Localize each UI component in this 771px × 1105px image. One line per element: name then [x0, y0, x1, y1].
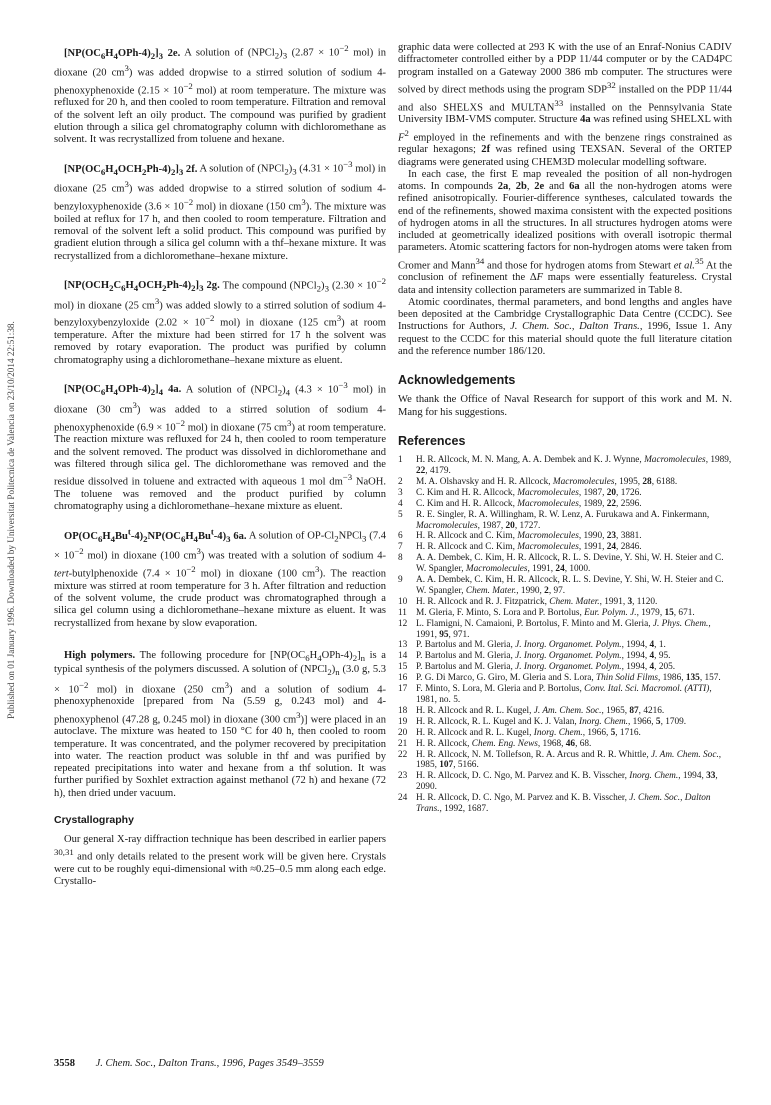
body-paragraph: $[NP(OC_6H_4OCH_2Ph-4)_2]_3$ 2f. A solution of $(NPCl_2)_3$ ($4.31 \times 10^{-3}$ mol) in dioxane (25 $cm^3$) was added dropwise to a stirred solution of sodium 4-benzyloxyphenoxide ($3.6 \times 10^{-2}$ mol) in dioxane (150 $cm^3$). The mixture was boiled at reflux for 17 h, and then cooled to room temperature. Filtration and removal of the solvent left a solid product. This compound was purified by gradient elution through a silica gel column with a thf–hexane mixture. It was recrystallized from a dichloromethane–hexane mixture.	[54, 159, 387, 262]
reference-item	[398, 608, 732, 619]
right-column	[398, 42, 732, 815]
reference-text: H. R. Allcock and R. J. Fitzpatrick, Chem. Mater., 1991, 3, 1120.	[416, 596, 658, 607]
page-number: 3558	[54, 1058, 75, 1069]
reference-text: H. R. Allcock and R. L. Kugel, Inorg. Chem., 1966, 5, 1716.	[416, 727, 641, 738]
body-paragraph: In each case, the first E map revealed the position of all non-hydrogen atoms. In compounds 2a, 2b, 2e and 6a all the non-hydrogen atoms were refined anisotropically. Fourier-difference syntheses, calculated towards the end of the refinements, showed maxima consistent with the expected positions of hydrogen atoms in all the structures. In all structures hydrogen atoms were included at geometrically idealized positions with overall isotropic thermal parameters. Atomic scattering factors for non-hydrogen atoms were taken from Cromer and Mann$^{34}$ and those for hydrogen atoms from Stewart et al.$^{35}$ At the conclusion of refinement the ΔF maps were essentially featureless. Crystal data and intensity collection parameters are summarized in Table 8.	[398, 168, 733, 296]
reference-item	[398, 684, 732, 706]
reference-text: F. Minto, S. Lora, M. Gleria and P. Bortolus, Conv. Ital. Sci. Macromol. (ATTI), 1981, no. 5.	[416, 684, 712, 705]
reference-number: 8	[398, 553, 403, 564]
reference-item	[398, 575, 732, 597]
reference-text: P. G. Di Marco, G. Giro, M. Gleria and S. Lora, Thin Solid Films, 1986, 135, 157.	[416, 673, 721, 684]
reference-item	[398, 531, 732, 542]
reference-list	[398, 455, 732, 815]
reference-number: 22	[398, 749, 408, 760]
download-notice	[2, 210, 16, 830]
reference-text: L. Flamigni, N. Camaioni, P. Bortolus, F. Minto and M. Gleria, J. Phys. Chem., 1991, 95, 971.	[416, 618, 711, 640]
reference-number: 16	[398, 673, 408, 684]
reference-number: 1	[398, 455, 403, 466]
reference-number: 19	[398, 716, 408, 727]
reference-text: P. Bartolus and M. Gleria, J. Inorg. Organomet. Polym., 1994, 4, 205.	[416, 662, 676, 673]
left-column	[54, 42, 386, 889]
reference-item	[398, 597, 732, 608]
reference-item	[398, 750, 732, 772]
download-notice-text: Published on 01 January 1996. Downloaded by Universitat Politecnica de Valencia on 23/10/2014 22:51:38.	[6, 321, 16, 719]
reference-text: P. Bartolus and M. Gleria, J. Inorg. Organomet. Polym., 1994, 4, 1.	[416, 640, 666, 651]
reference-text: R. E. Singler, R. A. Willingham, R. W. Lenz, A. Furukawa and A. Finkermann, Macromolecules, 1987, 20, 1727.	[416, 509, 710, 531]
journal-citation: J. Chem. Soc., Dalton Trans., 1996, Pages 3549–3559	[95, 1058, 324, 1069]
reference-text: A. A. Dembek, C. Kim, H. R. Allcock, R. L. S. Devine, Y. Shi, W. H. Steier and C. W. Spangler, Chem. Mater., 1990, 2, 97.	[416, 575, 724, 596]
reference-number: 4	[398, 498, 403, 509]
reference-number: 13	[398, 640, 408, 651]
body-paragraph: $[NP(OCH_2C_6H_4OCH_2Ph-4)_2]_3$ 2g. The compound $(NPCl_2)_3$ ($2.30 \times 10^{-2}$ mol) in dioxane (25 $cm^3$) was added slowly to a stirred solution of sodium 4-benzyloxybenzyloxide ($2.02 \times 10^{-2}$ mol) in dioxane (125 $cm^3$) at room temperature. After the mixture had been stirred for 17 h the solvent was removed by rotary evaporation. The product was purified by column chromatography using a dichloromethane–hexane mixture as eluent.	[54, 275, 386, 366]
body-paragraph: graphic data were collected at 293 K with the use of an Enraf-Nonius CADIV diffractometer controlled either by a PDP 11/44 computer or by the CAD4PC program installed on a Gateway 2000 386 mb computer. The structures were solved by direct methods using the program SDP$^{32}$ installed on the PDP 11/44 and also SHELXS and MULTAN$^{33}$ installed on the Pennsylvania State University IBM-VMS computer. Structure 4a was refined using SHELXL with $F^2$ employed in the refinements and with the benzene rings constrained as regular hexagons; 2f was refined using TEXSAN. Several of the ORTEP diagrams were generated using CHEM3D molecular modelling software.	[398, 42, 732, 168]
reference-text: H. R. Allcock, D. C. Ngo, M. Parvez and K. B. Visscher, J. Chem. Soc., Dalton Trans., 1992, 1687.	[416, 793, 711, 815]
reference-number: 18	[398, 705, 408, 716]
reference-text: H. R. Allcock and R. L. Kugel, J. Am. Chem. Soc., 1965, 87, 4216.	[416, 705, 665, 716]
reference-text: H. R. Allcock, N. M. Tollefson, R. A. Arcus and R. R. Whittle, J. Am. Chem. Soc., 1985, 107, 5166.	[416, 749, 722, 771]
reference-number: 11	[398, 607, 407, 618]
reference-number: 15	[398, 662, 408, 673]
reference-item	[398, 640, 732, 651]
reference-text: M. Gleria, F. Minto, S. Lora and P. Bortolus, Eur. Polym. J., 1979, 15, 671.	[416, 607, 695, 618]
reference-number: 24	[398, 793, 408, 804]
acknowledgements-text: We thank the Office of Naval Research for support of this work and M. N. Mang for his suggestions.	[398, 394, 732, 418]
reference-item	[398, 455, 732, 477]
acknowledgements-heading: Acknowledgements	[398, 373, 516, 388]
crystallography-paragraph: Our general X-ray diffraction technique has been described in earlier papers $^{30,31}$ and only details related to the present work will be given here. Crystals were cut to be roughly equi-dimensional with ≈0.25–0.5 mm along each edge. Crystallo-	[54, 834, 386, 888]
reference-item	[398, 717, 732, 728]
reference-text: C. Kim and H. R. Allcock, Macromolecules, 1989, 22, 2596.	[416, 498, 642, 509]
reference-number: 23	[398, 771, 408, 782]
reference-number: 7	[398, 542, 403, 553]
reference-number: 9	[398, 575, 403, 586]
body-paragraph: $[NP(OC_6H_4OPh-4)_2]_3$ 2e. A solution of $(NPCl_2)_3$ ($2.87 \times 10^{-2}$ mol) in dioxane (20 $cm^3$) was added dropwise to a stirred solution of sodium 4-phenoxyphenoxide ($2.15 \times 10^{-2}$ mol) at room temperature. The mixture was refluxed for 20 h, and then cooled to room temperature. Filtration and removal of the solvent left an oily product. The compound was purified by gradient elution through a silica gel chromatography column with dichloromethane as solvent. It was recrystallized from toluene and hexane.	[54, 43, 387, 146]
reference-item	[398, 499, 732, 510]
reference-number: 20	[398, 727, 408, 738]
reference-item	[398, 706, 732, 717]
reference-item	[398, 553, 732, 575]
reference-number: 2	[398, 476, 403, 487]
reference-number: 6	[398, 531, 403, 542]
body-paragraph: $[NP(OC_6H_4OPh-4)_2]_4$ 4a. A solution of $(NPCl_2)_4$ ($4.3 \times 10^{-3}$ mol) in dioxane (30 $cm^3$) was added to a stirred solution of sodium 4-phenoxyphenoxide ($6.9 \times 10^{-2}$ mol) in dioxane (75 $cm^3$) at room temperature. The reaction mixture was refluxed for 24 h, then cooled to room temperature and the solvent removed. The product was dissolved in dichloromethane and was filtered through silica gel. The dichloromethane was removed and the residue dissolved in toluene and extracted with aqueous 1 mol $dm^{-3}$ NaOH. The toluene was removed and the product purified by column chromatography using a dichloromethane–hexane mixture as eluent.	[54, 379, 386, 513]
reference-item	[398, 739, 732, 750]
body-paragraph: $OP(OC_6H_4Bu^t-4)_2NP(OC_6H_4Bu^t-4)_3$ 6a. A solution of $OP-Cl_2NPCl_3$ ($7.4 \times 10^{-2}$ mol) in dioxane (100 $cm^3$) was treated with a solution of sodium 4-tert-butylphenoxide ($7.4 \times 10^{-2}$ mol) in dioxane (100 $cm^3$). The reaction mixture was stirred at room temperature for 3 h. After filtration and reduction of the solvent volume, the crude product was chromatographed through a silica gel column using a dichloromethane–hexane mixture as eluent. It was recrystallized from hexane by slow evaporation.	[54, 526, 386, 629]
body-paragraph: High polymers. The following procedure for $[NP(OC_6H_4OPh-4)_2]_n$ is a typical synthesis of the polymers discussed. A solution of $(NPCl_2)_n$ (3.0 g, $5.3 \times 10^{-2}$ mol) in dioxane (250 $cm^3$) and a solution of sodium 4-phenoxyphenoxide [prepared from Na (5.59 g, 0.243 mol) and 4-phenoxyphenol (47.28 g, 0.245 mol) in dioxane (300 $cm^3$)] were placed in an autoclave. The mixture was heated to 150 °C for 40 h, then cooled to room temperature. It was concentrated, and the polymer recovered by precipitation into water. The reaction product was soluble in thf and was purified by repeated precipitations into water and hexane from a thf solution. It was further purified by Soxhlet extraction against methanol (72 h) and hexane (72 h), then dried under vacuum.	[54, 649, 387, 799]
reference-text: P. Bartolus and M. Gleria, J. Inorg. Organomet. Polym., 1994, 4, 95.	[416, 651, 671, 662]
reference-text: H. R. Allcock and C. Kim, Macromolecules, 1990, 23, 3881.	[416, 531, 642, 542]
structure-paragraphs	[398, 42, 732, 358]
reference-text: H. R. Allcock, M. N. Mang, A. A. Dembek and K. J. Wynne, Macromolecules, 1989, 22, 4179.	[416, 455, 732, 476]
synthesis-paragraphs	[54, 42, 386, 800]
references-heading: References	[398, 433, 466, 448]
reference-text: H. R. Allcock, Chem. Eng. News, 1968, 46, 68.	[416, 738, 592, 749]
reference-text: C. Kim and H. R. Allcock, Macromolecules, 1987, 20, 1726.	[416, 487, 642, 498]
reference-text: M. A. Olshavsky and H. R. Allcock, Macromolecules, 1995, 28, 6188.	[416, 476, 678, 487]
reference-item	[398, 651, 732, 662]
reference-item	[398, 793, 732, 815]
body-paragraph: Atomic coordinates, thermal parameters, and bond lengths and angles have been deposited at the Cambridge Crystallographic Data Centre (CCDC). See Instructions for Authors, J. Chem. Soc., Dalton Trans., 1996, Issue 1. Any request to the CCDC for this material should quote the full literature citation and the reference number 186/120.	[398, 296, 732, 357]
reference-text: H. R. Allcock, D. C. Ngo, M. Parvez and K. B. Visscher, Inorg. Chem., 1994, 33, 2090.	[416, 771, 718, 793]
reference-number: 17	[398, 684, 408, 695]
reference-item	[398, 619, 732, 641]
reference-text: H. R. Allcock and C. Kim, Macromolecules, 1991, 24, 2846.	[416, 542, 642, 553]
crystallography-heading: Crystallography	[54, 813, 134, 826]
reference-number: 12	[398, 618, 408, 629]
reference-item	[398, 728, 732, 739]
reference-item	[398, 662, 732, 673]
reference-item	[398, 488, 732, 499]
reference-item	[398, 771, 732, 793]
reference-number: 3	[398, 487, 403, 498]
reference-item	[398, 673, 732, 684]
reference-number: 14	[398, 651, 408, 662]
reference-text: A. A. Dembek, C. Kim, H. R. Allcock, R. L. S. Devine, Y. Shi, W. H. Steier and C. W. Spangler, Macromolecules, 1991, 24, 1000.	[416, 553, 724, 575]
reference-item	[398, 477, 732, 488]
reference-item	[398, 510, 732, 532]
reference-number: 5	[398, 509, 403, 520]
reference-number: 21	[398, 738, 408, 749]
page-footer	[54, 1058, 324, 1069]
reference-text: H. R. Allcock, R. L. Kugel and K. J. Valan, Inorg. Chem., 1966, 5, 1709.	[416, 716, 687, 727]
reference-number: 10	[398, 596, 408, 607]
reference-item	[398, 542, 732, 553]
